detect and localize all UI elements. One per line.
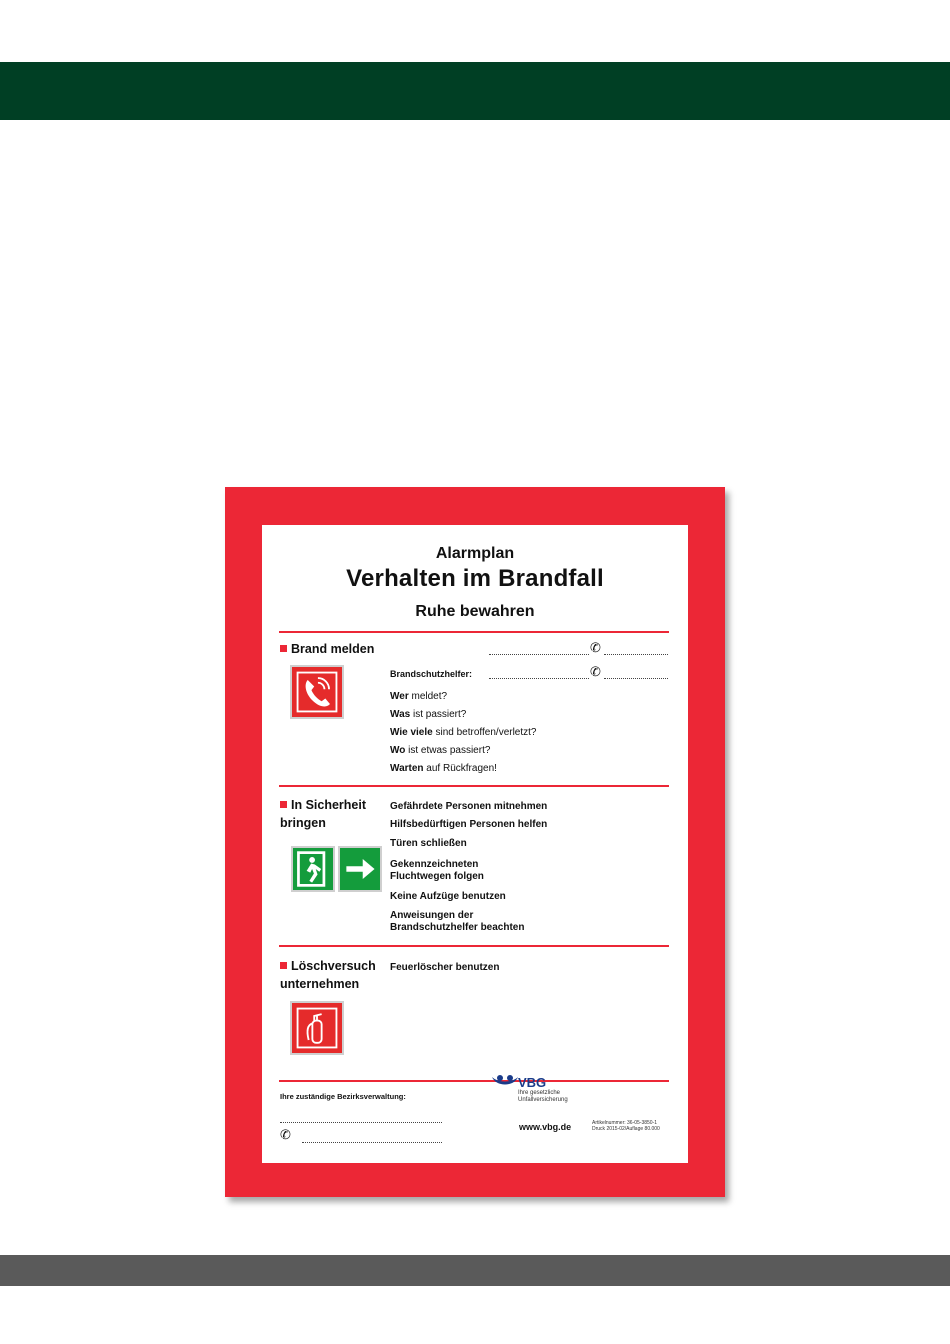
phone-number-line	[302, 1141, 442, 1143]
alarm-plan-poster	[225, 487, 725, 1197]
top-header-band	[0, 62, 950, 120]
vbg-subline-text: Ihre gesetzliche	[518, 1090, 561, 1096]
bottom-footer-band	[0, 1255, 950, 1286]
instruction-line: Feuerlöscher benutzen	[390, 962, 500, 973]
poster-sheet	[262, 525, 688, 1163]
instruction-line: Gefährdete Personen mitnehmen	[390, 801, 548, 812]
instruction-line: Fluchtwegen folgen	[390, 871, 484, 882]
instruction-line: Keine Aufzüge benutzen	[390, 891, 506, 902]
phone-number-line	[604, 677, 668, 679]
instruction-line: Gekennzeichneten	[390, 859, 479, 870]
phone-number-line	[604, 653, 668, 655]
section-label-text: bringen	[280, 816, 326, 830]
section-loeschversuch-label	[280, 957, 376, 993]
poster-tagline: Ruhe bewahren	[415, 603, 535, 620]
bullet-square	[280, 801, 287, 808]
fire-alarm-telephone-icon	[290, 665, 344, 719]
phone-icon: ✆	[590, 664, 601, 679]
vbg-url: www.vbg.de	[519, 1122, 572, 1132]
phone-icon: ✆	[590, 640, 601, 655]
helper-name-line	[489, 677, 589, 679]
section-label-text: unternehmen	[280, 977, 360, 991]
instruction-line: Türen schließen	[390, 838, 467, 849]
bullet-square	[280, 962, 287, 969]
fire-extinguisher-icon	[290, 1001, 344, 1055]
question-line: Wer meldet?	[390, 691, 448, 702]
direction-arrow-icon	[338, 846, 382, 892]
poster-subtitle: Alarmplan	[435, 545, 515, 562]
article-text: Artikelnummer: 36-05-3850-1	[592, 1120, 658, 1126]
section-sicherheit-label	[280, 796, 366, 832]
question-line: Wo ist etwas passiert?	[390, 745, 491, 756]
article-number	[592, 1120, 660, 1132]
question-line: Warten auf Rückfragen!	[390, 763, 497, 774]
section-divider	[279, 631, 669, 633]
vbg-brand: VBG	[518, 1075, 547, 1090]
question-line: Wie viele sind betroffen/verletzt?	[390, 727, 537, 738]
phone-icon: ✆	[280, 1127, 291, 1142]
vbg-logo-icon	[490, 1073, 520, 1093]
section-label-text: Brand melden	[291, 642, 375, 656]
instruction-line: Hilfsbedürftigen Personen helfen	[390, 819, 548, 830]
bullet-square	[280, 645, 287, 652]
poster-title: Verhalten im Brandfall	[346, 565, 604, 592]
question-line: Was ist passiert?	[390, 709, 467, 720]
section-divider	[279, 945, 669, 947]
district-name-line	[280, 1121, 442, 1123]
section-divider	[279, 785, 669, 787]
section-divider	[279, 1080, 669, 1082]
district-label: Ihre zuständige Bezirksverwaltung:	[280, 1092, 406, 1101]
instruction-line: Anweisungen der	[390, 910, 474, 921]
vbg-subline-text: Unfallversicherung	[518, 1097, 568, 1103]
instruction-line: Brandschutzhelfer beachten	[390, 922, 525, 933]
vbg-subline	[518, 1090, 568, 1104]
section-label-text: Löschversuch	[291, 959, 376, 973]
section-brand-melden-label	[280, 640, 374, 658]
section-label-text: In Sicherheit	[291, 798, 367, 812]
emergency-exit-icon	[291, 846, 335, 892]
phone-number-line	[489, 653, 589, 655]
helper-label: Brandschutzhelfer:	[390, 669, 473, 679]
article-text: Druck 2015-02/Auflage 80.000	[592, 1126, 660, 1132]
